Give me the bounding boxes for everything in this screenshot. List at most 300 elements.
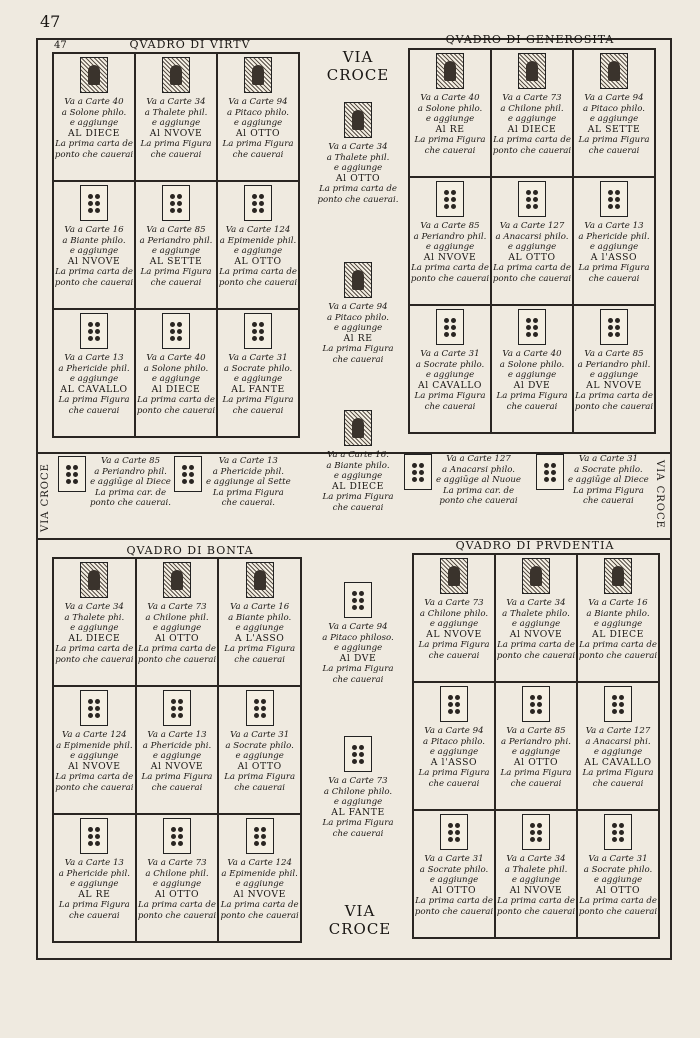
cell-entry	[413, 554, 495, 682]
entry-line: La prima Figura	[418, 640, 490, 651]
entry-line: A L'ASSO	[234, 632, 285, 644]
cell-entry	[495, 682, 577, 810]
entry-line: Va a Carte 40	[420, 93, 480, 103]
entry-line: AL DIECE	[332, 480, 384, 492]
entry-line: a Phericide phi.	[142, 740, 212, 751]
croce-label: CROCE	[328, 920, 392, 938]
entry-line: Al OTTO	[237, 760, 282, 772]
entry-line: La prima carta de	[55, 267, 133, 278]
cell-entry	[53, 309, 135, 437]
entry-line: a Phericide phil.	[212, 466, 284, 477]
entry-line: Al NVOVE	[509, 628, 563, 640]
pip-card-icon	[604, 686, 632, 722]
entry-line: Al DVE	[513, 379, 551, 391]
pip-card-icon	[244, 313, 272, 349]
figure-card-icon	[440, 558, 468, 594]
entry-line: AL CAVALLO	[60, 383, 128, 395]
entry-line: Va a Carte 85	[584, 349, 644, 359]
entry-line: Al NVOVE	[149, 127, 203, 139]
entry-line: La prima Figura	[140, 139, 212, 150]
entry-line: che cauerai	[332, 828, 384, 839]
entry-line: La prima Figura	[322, 818, 394, 829]
entry-line: e aggiunge	[235, 751, 284, 762]
pip-card-icon	[244, 185, 272, 221]
figure-card-icon	[604, 558, 632, 594]
entry-line: La prima carta de	[138, 644, 216, 655]
pip-card-icon	[518, 181, 546, 217]
entry-line: a Periandro phi.	[501, 736, 571, 747]
entry-line: A l'ASSO	[430, 756, 478, 768]
via-label: VIA	[344, 902, 376, 920]
entry-line: a Pitaco philo.	[327, 312, 389, 323]
entry-line: a Phericide phil.	[58, 868, 130, 879]
entry-line: Al NVOVE	[423, 251, 477, 263]
pip-card-icon	[162, 313, 190, 349]
center-entry	[308, 262, 408, 366]
entry-line: Va a Carte 124	[227, 858, 292, 868]
entry-line: La prima Figura	[140, 267, 212, 278]
entry-line: a Thalete phil.	[504, 864, 568, 875]
entry-line: Al DIECE	[151, 383, 201, 395]
cell-entry	[53, 181, 135, 309]
cell-entry	[495, 554, 577, 682]
figure-card-icon	[80, 57, 108, 93]
cell-entry	[409, 177, 491, 305]
quadrant-grid-virtu	[52, 52, 300, 438]
entry-line: Va a Carte 16	[64, 225, 124, 235]
figure-card-icon	[518, 53, 546, 89]
entry-line: a Epimenide phil.	[56, 740, 133, 751]
entry-line: La prima carta de	[55, 772, 134, 783]
entry-line: Al OTTO	[431, 884, 477, 896]
entry-line: Va a Carte 16.	[327, 450, 389, 460]
figure-card-icon	[163, 562, 191, 598]
entry-line: Va a Carte 94	[424, 726, 484, 736]
entry-line: a Periandro phil.	[139, 235, 213, 246]
entry-line: Va a Carte 85	[420, 221, 480, 231]
row-entry-text	[206, 456, 291, 509]
entry-line: La prima carta de	[497, 640, 575, 651]
entry-line: Va a Carte 40	[64, 97, 124, 107]
entry-line: e aggiunge	[425, 114, 475, 125]
entry-line: ponto che cauerai	[220, 910, 299, 921]
entry-line: Va a Carte 31	[420, 349, 480, 359]
entry-line: a Socrate philo.	[574, 464, 643, 475]
entry-line: che cauerai	[424, 401, 476, 412]
entry-line: a Solone philo.	[143, 363, 209, 374]
entry-line: Va a Carte 31	[578, 454, 638, 464]
entry-line: che cauerai	[583, 496, 634, 507]
entry-line: La prima carta de	[220, 900, 299, 911]
pip-card-icon	[163, 818, 191, 854]
entry-line: La prima carta de	[55, 139, 133, 150]
entry-line: e aggiunge	[152, 879, 202, 890]
entry-line: AL DIECE	[68, 632, 121, 644]
entry-line: a Socrate philo.	[223, 363, 293, 374]
entry-line: a Biante philo.	[62, 235, 126, 246]
entry-line: AL NVOVE	[426, 628, 482, 640]
entry-line: e aggiunge	[333, 323, 383, 334]
entry-line: La prima Figura	[224, 772, 296, 783]
entry-line: Al RE	[435, 123, 465, 135]
entry-line: che cauerai	[151, 782, 203, 793]
entry-line: e aggiunge	[151, 374, 201, 385]
entry-line: e aggiunge	[235, 879, 284, 890]
entry-line: e aggiunge	[589, 370, 639, 381]
entry-line: La prima Figura	[418, 768, 490, 779]
entry-line: Va a Carte 124	[62, 730, 127, 740]
cell-entry	[577, 554, 659, 682]
entry-line: Al OTTO	[154, 632, 200, 644]
entry-line: Va a Carte 34	[328, 142, 388, 152]
entry-line: Va a Carte 34	[506, 598, 566, 608]
figure-card-icon	[522, 558, 550, 594]
entry-line: ponto che cauerai	[492, 273, 572, 284]
pip-card-icon	[246, 690, 274, 726]
pip-card-icon	[344, 736, 372, 772]
entry-line: e aggiunge	[333, 471, 383, 482]
entry-line: Al DVE	[339, 652, 377, 664]
entry-line: che cauerai	[506, 401, 558, 412]
entry-line: e aggiunge	[69, 246, 119, 257]
via-label: VIA	[342, 48, 374, 66]
pip-card-icon	[80, 185, 108, 221]
cell-entry	[217, 181, 299, 309]
entry-line: La prima car. de	[442, 485, 515, 496]
entry-line: a Thalete philo.	[502, 608, 570, 619]
entry-line: Va a Carte 127	[446, 454, 511, 464]
pip-card-icon	[163, 690, 191, 726]
entry-line: Al OTTO	[335, 172, 381, 184]
entry-line: La prima Figura	[414, 391, 486, 402]
entry-line: che cauerai.	[221, 498, 276, 509]
pip-card-icon	[436, 309, 464, 345]
entry-line: e aggiunge	[233, 118, 283, 129]
entry-line: a Biante philo.	[326, 460, 390, 471]
entry-line: e aggiunge	[152, 623, 202, 634]
entry-line: che cauerai	[68, 405, 120, 416]
cell-entry	[577, 682, 659, 810]
entry-line: a Chilone phil.	[500, 103, 564, 114]
pip-card-icon	[80, 818, 108, 854]
cell-entry	[135, 309, 217, 437]
entry-line: e aggiunge	[511, 747, 561, 758]
entry-line: a Solone philo.	[499, 359, 565, 370]
quadrant-title-prudentia: QVADRO DI PRVDENTIA	[455, 539, 615, 552]
entry-line: La prima Figura	[578, 135, 650, 146]
cell-entry	[136, 558, 219, 686]
entry-line: La prima Figura	[578, 263, 650, 274]
entry-line: Al RE	[343, 332, 373, 344]
entry-line: Va a Carte 124	[225, 225, 291, 235]
cell-entry	[136, 814, 219, 942]
entry-line: a Socrate philo.	[419, 864, 489, 875]
entry-line: che cauerai	[332, 354, 384, 365]
entry-line: La prima Figura	[500, 768, 572, 779]
pip-card-icon	[600, 181, 628, 217]
entry-line: e aggiunge	[70, 751, 119, 762]
entry-line: Va a Carte 127	[499, 221, 565, 231]
entry-line: La prima carta de	[137, 395, 215, 406]
entry-line: a Pitaco philo.	[583, 103, 645, 114]
entry-line: AL SETTE	[149, 255, 203, 267]
entry-line: ponto che cauerai	[414, 906, 494, 917]
entry-line: Va a Carte 13	[64, 353, 124, 363]
entry-line: e aggiunge	[589, 242, 639, 253]
entry-line: La prima carta de	[55, 644, 134, 655]
entry-line: e aggiunge	[233, 374, 283, 385]
figure-card-icon	[244, 57, 272, 93]
figure-card-icon	[344, 410, 372, 446]
entry-line: Va a Carte 13	[147, 730, 207, 740]
cell-entry	[218, 558, 301, 686]
entry-line: a Epimenide phil.	[221, 868, 298, 879]
entry-line: a Periandro phil.	[94, 466, 167, 477]
entry-line: La prima carta de	[219, 267, 297, 278]
entry-line: Va a Carte 127	[585, 726, 651, 736]
figure-card-icon	[162, 57, 190, 93]
entry-line: AL OTTO	[234, 255, 282, 267]
cell-entry	[491, 49, 573, 177]
cell-entry	[573, 49, 655, 177]
cell-entry	[491, 305, 573, 433]
entry-line: ponto che cauerai	[439, 496, 518, 507]
entry-line: e aggiunge	[593, 875, 643, 886]
entry-line: a Chilone phil.	[145, 612, 209, 623]
entry-line: ponto che cauerai	[578, 650, 658, 661]
entry-line: Va a Carte 40	[146, 353, 206, 363]
quadrant-grid-bonta	[52, 557, 302, 943]
entry-line: Al NVOVE	[233, 888, 286, 900]
entry-line: e aggiunge	[333, 163, 383, 174]
entry-line: Va a Carte 73	[502, 93, 562, 103]
entry-line: La prima Figura	[572, 485, 644, 496]
pip-card-icon	[604, 814, 632, 850]
entry-line: La prima Figura	[222, 395, 294, 406]
entry-line: La prima carta de	[579, 896, 657, 907]
entry-line: e aggiunge	[152, 751, 202, 762]
entry-line: a Anacarsi philo.	[495, 231, 569, 242]
entry-line: e aggiunge	[69, 374, 119, 385]
entry-line: e aggiunge	[233, 246, 283, 257]
entry-line: e aggiunge	[425, 242, 475, 253]
entry-line: La prima carta de	[497, 896, 575, 907]
row-entry-text	[436, 454, 521, 507]
pip-card-icon	[522, 814, 550, 850]
pip-card-icon	[162, 185, 190, 221]
entry-line: e aggiunge	[151, 118, 201, 129]
entry-line: Va a Carte 94	[328, 622, 388, 632]
entry-line: che cauerai	[428, 778, 480, 789]
entry-line: Va a Carte 73	[147, 858, 207, 868]
entry-line: che cauerai	[592, 778, 644, 789]
entry-line: che cauerai	[332, 674, 384, 685]
entry-line: che cauerai	[510, 778, 562, 789]
cell-entry	[491, 177, 573, 305]
pip-card-icon	[536, 454, 564, 490]
row-entry	[404, 454, 534, 507]
cell-entry	[218, 686, 301, 814]
entry-line: a Biante philo.	[586, 608, 650, 619]
entry-line: che cauerai	[150, 149, 202, 160]
entry-line: AL SETTE	[587, 123, 641, 135]
entry-line: Va a Carte 31	[588, 854, 648, 864]
entry-line: Va a Carte 13	[584, 221, 644, 231]
entry-line: La prima Figura	[414, 135, 486, 146]
entry-line: Va a Carte 73	[328, 776, 388, 786]
cell-entry	[577, 810, 659, 938]
row-entry-text	[568, 454, 649, 507]
entry-line: che cauerai	[68, 910, 120, 921]
entry-line: Va a Carte 73	[147, 602, 207, 612]
quadrant-grid-generosita	[408, 48, 656, 434]
figure-card-icon	[344, 262, 372, 298]
entry-line: Al OTTO	[513, 756, 559, 768]
cell-entry	[495, 810, 577, 938]
pip-card-icon	[174, 456, 202, 492]
entry-line: Al NVOVE	[67, 255, 121, 267]
entry-line: a Socrate philo.	[583, 864, 653, 875]
entry-line: a Chilone phil.	[145, 868, 209, 879]
entry-line: ponto che cauerai	[578, 906, 658, 917]
quadrant-grid-prudentia	[412, 553, 660, 939]
entry-line: a Pitaco philo.	[227, 107, 289, 118]
entry-line: ponto che cauerai.	[317, 194, 399, 205]
entry-line: ponto che cauerai	[55, 782, 134, 793]
figure-card-icon	[80, 562, 108, 598]
entry-line: La prima Figura	[58, 900, 130, 911]
entry-line: La prima carta de	[493, 135, 571, 146]
cell-entry	[573, 177, 655, 305]
entry-line: e aggiunge	[151, 246, 201, 257]
entry-line: a Phericide phil.	[58, 363, 130, 374]
entry-line: Va a Carte 85	[100, 456, 161, 466]
entry-line: e aggiunge	[429, 619, 479, 630]
entry-line: a Periandro phil.	[577, 359, 651, 370]
entry-line: Va a Carte 31	[228, 353, 288, 363]
entry-line: che cauerai	[428, 650, 480, 661]
cell-entry	[53, 558, 136, 686]
entry-line: ponto che cauerai	[54, 149, 134, 160]
entry-line: a Socrate philo.	[415, 359, 485, 370]
page-number: 47	[40, 12, 61, 31]
entry-line: e aggiunge	[70, 623, 119, 634]
center-entry	[308, 736, 408, 840]
entry-line: a Socrate philo.	[225, 740, 294, 751]
pip-card-icon	[600, 309, 628, 345]
entry-line: AL OTTO	[508, 251, 556, 263]
entry-line: e aggiunge	[70, 879, 119, 890]
entry-line: ponto che cauerai	[410, 273, 490, 284]
pip-card-icon	[246, 818, 274, 854]
entry-line: La prima carta de	[493, 263, 571, 274]
entry-line: che cauerai	[332, 502, 384, 513]
entry-line: che cauerai	[150, 277, 202, 288]
pip-card-icon	[522, 686, 550, 722]
entry-line: ponto che cauerai	[55, 654, 134, 665]
row-entry-text	[90, 456, 171, 509]
entry-line: e aggiunge	[507, 114, 557, 125]
entry-line: che cauerai	[234, 782, 285, 793]
entry-line: Va a Carte 34	[64, 602, 124, 612]
entry-line: AL FANTE	[231, 383, 285, 395]
entry-line: a Biante philo.	[228, 612, 292, 623]
row-entry	[58, 456, 188, 509]
cell-entry	[135, 53, 217, 181]
entry-line: e aggiunge	[429, 747, 479, 758]
cell-entry	[413, 682, 495, 810]
pip-card-icon	[58, 456, 86, 492]
entry-line: ponto che cauerai	[136, 405, 216, 416]
entry-line: Al OTTO	[154, 888, 200, 900]
cell-entry	[136, 686, 219, 814]
entry-line: e aggiunge al Sette	[206, 477, 291, 488]
entry-line: La prima Figura	[222, 139, 294, 150]
pip-card-icon	[80, 313, 108, 349]
entry-line: Va a Carte 31	[230, 730, 290, 740]
entry-line: e aggiunge	[69, 118, 119, 129]
entry-line: La prima carta de	[575, 391, 653, 402]
entry-line: Va a Carte 16	[230, 602, 290, 612]
row-entry	[536, 454, 656, 507]
quadrant-title-virtu: QVADRO DI VIRTV	[129, 38, 251, 51]
entry-line: a Chilone philo.	[323, 786, 393, 797]
entry-line: e aggiunge	[593, 747, 643, 758]
entry-line: Va a Carte 34	[146, 97, 206, 107]
pip-card-icon	[80, 690, 108, 726]
entry-line: Va a Carte 13	[64, 858, 124, 868]
entry-line: La prima Figura	[582, 768, 654, 779]
quadrant-title-generosita: QVADRO DI GENEROSITA	[445, 33, 615, 46]
entry-line: che cauerai	[588, 145, 640, 156]
via-croce-top	[310, 48, 406, 84]
cell-entry	[217, 309, 299, 437]
entry-line: e aggiunge	[511, 875, 561, 886]
entry-line: Al NVOVE	[509, 884, 563, 896]
cell-entry	[413, 810, 495, 938]
entry-line: Al CAVALLO	[417, 379, 483, 391]
cell-entry	[217, 53, 299, 181]
figure-card-icon	[246, 562, 274, 598]
entry-line: AL DIECE	[592, 628, 644, 640]
via-croce-right: VIA CROCE	[654, 460, 665, 529]
entry-line: Al DIECE	[507, 123, 557, 135]
entry-line: ponto che cauerai	[492, 145, 572, 156]
entry-line: e aggiunge	[429, 875, 479, 886]
cell-entry	[53, 686, 136, 814]
entry-line: che cauerai	[232, 405, 284, 416]
row-entry	[174, 456, 304, 509]
entry-line: a Pitaco philo.	[423, 736, 485, 747]
pip-card-icon	[440, 814, 468, 850]
cell-entry	[53, 53, 135, 181]
entry-line: AL NVOVE	[586, 379, 642, 391]
entry-line: a Solone philo.	[61, 107, 127, 118]
entry-line: e aggiunge	[235, 623, 284, 634]
entry-line: Va a Carte 13	[218, 456, 278, 466]
entry-line: Va a Carte 94	[228, 97, 288, 107]
entry-line: Va a Carte 16	[588, 598, 648, 608]
entry-line: La prima Figura	[141, 772, 213, 783]
entry-line: e aggiunge	[507, 370, 557, 381]
entry-line: a Periandro phil.	[413, 231, 487, 242]
figure-card-icon	[344, 102, 372, 138]
entry-line: e aggiūge al Diece	[568, 475, 649, 486]
entry-line: Va a Carte 94	[328, 302, 388, 312]
entry-line: La prima Figura	[322, 492, 394, 503]
cell-entry	[53, 814, 136, 942]
figure-card-icon	[436, 53, 464, 89]
